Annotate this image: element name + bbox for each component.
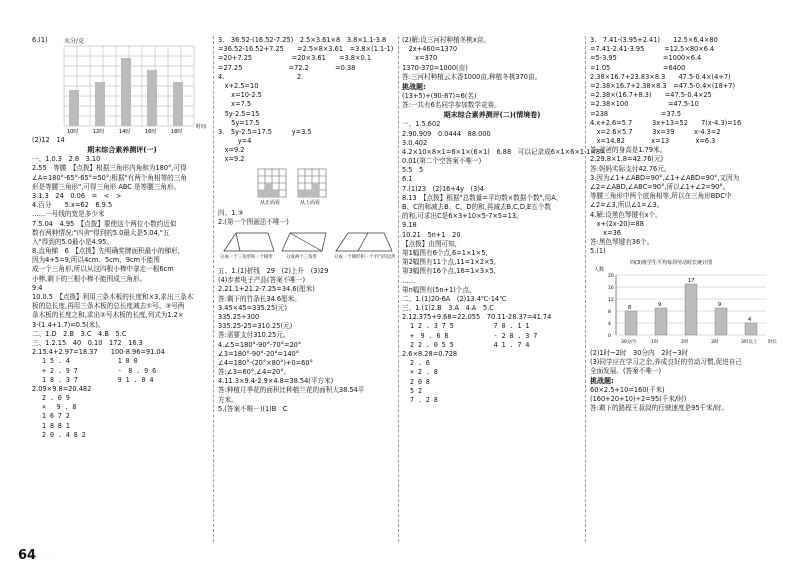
text-line: x=7.5 [218, 100, 252, 109]
bar-chart-labor [590, 257, 786, 349]
text-line: 数有两种情况:"四舍"得到的5.0最大是5.04,"五 [32, 228, 170, 237]
text-line: 五、1.(1)折线 29 (2)上升 (3)29 [218, 267, 329, 275]
text-line: ∠4=180°-(20°×80°)+0=60° [218, 358, 313, 367]
x-tick-label: 1时 [651, 339, 659, 345]
text-line: 答:黑色琴键有36个。 [590, 238, 654, 247]
col3-tail-line: 2.6×8.28=0.728 [402, 350, 458, 358]
text-line: y=4 [218, 137, 252, 146]
text-line: 答:剩下的路程王叔叔的行驶速度是95千米/时。 [590, 404, 729, 413]
text-line: 第n幅图有(5n+1)个点。 [402, 285, 476, 294]
text-line: 8.13 【点拨】根据"总数量=平均数×数据个数",用A、 [402, 193, 563, 202]
col1-pre-lines [32, 136, 212, 145]
text-line: =5-3.95 =1000×6.4 [590, 54, 702, 63]
y-tick-label: 4 [608, 321, 611, 327]
text-line: x=370 [402, 54, 438, 63]
bar-value-label: 17 [688, 277, 695, 284]
col1-calcs [32, 357, 212, 385]
text-line: ∠2=∠ABD,∠ABC=90°,所以∠1+∠2=90°。 [590, 183, 730, 191]
text-line: 1 2 . 3 7 5 [410, 322, 454, 331]
text-line: 335.25÷300 [218, 312, 260, 321]
text-line: 第2幅图有11个点,11=1×2×5, [402, 258, 496, 267]
text-line: 三、1.2.15 40 0.10 172 16.3 [32, 338, 143, 347]
grid-label-front: 从正面看 [260, 199, 281, 206]
text-line: 挑战题: [402, 82, 426, 91]
text-line: 一、1.5.602 [402, 120, 441, 129]
text-line: ∠2=∠3,所以∠1=∠3。 [590, 201, 664, 210]
text-line: 【点拨】由图可知, [402, 239, 457, 248]
text-line: 2.38×16.7+23.83×8.3 47.5-0.4×(4+7) [590, 72, 731, 81]
text-line: =7.41-2.41-3.95 =12.5×80×6.4 [590, 45, 715, 54]
text-line: 9.4 [32, 283, 43, 292]
x-tick-label: 14时 [119, 129, 131, 135]
x-tick-label: 2时 [681, 339, 689, 345]
text-line: 条木板的长度之和,求出②号木板的长度,列式为1.2× [32, 311, 184, 320]
text-line: 3.45×45=335.25(元) [218, 303, 287, 312]
bar-value-label: 4 [748, 316, 752, 323]
text-line: …… [402, 276, 416, 285]
y-axis-label: 人数 [594, 266, 605, 273]
text-line: 1 8 . 3 7 [42, 375, 78, 384]
column-divider-3 [585, 36, 586, 542]
text-line: (3)同学应在学习之余,养成良好的劳动习惯,促进自己 [590, 357, 742, 366]
chart1-ylabel: 水分/克 [64, 38, 85, 45]
col3-calcs [402, 322, 582, 350]
text-line: 挑战题: [590, 377, 614, 386]
text-line: =1.05 =6400 [590, 63, 686, 72]
text-line: 答:∠3=60°,∠4=20°。 [218, 368, 291, 377]
text-line: 小棒,剩下的三根小棒不能围成三角形。 [32, 274, 147, 283]
text-line: - 2 8 . 3 7 [493, 331, 538, 340]
text-line: =27.25 =72.2 =0.38 [218, 63, 356, 72]
shape-label-3: 分成一个梯形和一个平行四边形 [334, 255, 396, 260]
footer-dots: · · · [36, 553, 53, 561]
column-divider-2 [398, 36, 399, 542]
text-line: 4.11.3×9.4-2.9×4.8=38.54(平方米) [218, 377, 334, 386]
bar-2 [685, 284, 697, 335]
text-line: 3-(1.4+1.7)=0.5(米)。 [32, 320, 105, 329]
shape-label-1: 分成一个三角形和一个梯形 [220, 255, 273, 260]
x-tick-label: 3时以上 [741, 339, 758, 345]
text-line: 2.21.1+21.2-7.25=34.6(厘米) [218, 285, 315, 294]
text-line: 1 6 7 2 [42, 412, 70, 421]
text-line: 第1幅图有6个点,6=1×1×5, [402, 248, 488, 257]
text-line: x+(2x-20)=88 [590, 219, 644, 228]
text-line: 10.21 5n+1 20 [402, 230, 461, 239]
shape-divisions [218, 227, 396, 267]
text-line: (160+20+10)÷2=95(千米/时) [590, 395, 687, 404]
text-line: 答:需要支付310.25元。 [218, 331, 290, 340]
text-line: 3. 7.41-(3.95+2.41) 12.5×6.4×80 [590, 36, 718, 44]
column-2 [218, 36, 396, 414]
text-line: 5.5 5 [402, 166, 424, 175]
text-line: 二、1.(1)20-6A (2)13.4℃-14℃ [402, 294, 507, 303]
bar-1 [95, 82, 105, 126]
text-line: - 8 . 9 6 [117, 366, 157, 375]
y-tick-label: 16 [608, 285, 614, 291]
text-line: 4.∠5=180°-90°-70°=20° [218, 340, 302, 349]
text-line: (4)步着电子产品(答案不唯一) [218, 276, 306, 285]
text-line: 335.25-25=310.25(元) [218, 322, 293, 331]
text-line: 因为4+5=9,所以4cm、5cm、9cm不能围 [32, 256, 160, 265]
grid-views [218, 165, 396, 209]
text-line: =2.38×16.7+2.38×8.3 =47.5-0.4×(18+7) [590, 81, 736, 90]
text-line: 4.2×10×8×1=6×1×(6×1) 6.88 可以记录成6×1×6×1·1×8× [402, 147, 606, 156]
bar-value-label: 8 [628, 304, 632, 311]
bar-3 [147, 70, 157, 126]
y-tick-label: 0 [608, 333, 611, 339]
text-line: x=9.2 [218, 155, 245, 164]
text-line: x=10-2.5 [218, 91, 262, 100]
col4-lines-b [590, 349, 786, 414]
text-line: 4. 2. [218, 72, 304, 81]
text-line: 形是等腰三角形",可得三角形 ABC 是等腰三角形。 [32, 182, 181, 191]
text-line: 1 5 . 4 [42, 357, 70, 366]
x-axis-label: 时长 [768, 339, 777, 345]
text-line: =20+7.25 =20×3.61 =3.8×0.1 [218, 54, 372, 63]
col2-lines-a [218, 36, 396, 165]
text-line: × 2 . 8 [410, 368, 438, 377]
text-line: x=14.82 x=13 x=6.3 [590, 137, 716, 146]
text-line: 2.15.4+2.97=18.37 100-8.96=91.04 [32, 348, 165, 357]
bar-3 [715, 308, 727, 335]
bar-0 [69, 90, 79, 126]
text-line: 4.百分 5.x=62 6.9.5 [32, 201, 113, 210]
text-line: =2.38×100 =47.5-10 [590, 100, 699, 109]
column-4 [590, 36, 786, 414]
text-line: + 2 . 9 7 [42, 366, 78, 375]
bar-value-label: 9 [658, 301, 662, 308]
text-line: ∠3=180°-90°-20°=140° [218, 349, 300, 358]
text-line: 全面发展。(答案不唯一) [590, 366, 662, 375]
column-divider-1 [213, 36, 214, 542]
text-line: 答:三河村种植云木香1000亩,种植冬桃370亩。 [402, 72, 542, 81]
text-line: x+2.5=10 [218, 81, 259, 90]
text-line: 2x+460=1370 [402, 45, 458, 54]
text-line: 2.90.909 0.0444 88.000 [402, 129, 491, 138]
text-line: 三、1.(1)2.B 3.A 4.A 5.C [402, 304, 494, 313]
shape-label-2: 分成两个三角形 [286, 255, 317, 260]
vertical-calc-4 [410, 322, 454, 350]
col4-lines-a [590, 36, 786, 257]
text-line: 7.5.04 4.95 【点拨】要使这个两位小数约近似 [32, 219, 177, 228]
text-line: 2 0 8 [410, 377, 430, 386]
text-line: 2 . 0 9 [42, 394, 70, 403]
page-number: 64 [18, 548, 37, 563]
x-tick-label: 18时 [171, 129, 183, 135]
text-line: 答:一共有6名同学参加数学竞赛。 [402, 101, 501, 110]
text-line: 2 2 . 0 5 5 [410, 340, 454, 349]
shapes-svg [218, 227, 396, 267]
text-line: 板的总长度,再用三条木板的总长度减去①号、③号两 [32, 302, 185, 311]
text-line: + 9 . 6 8 [410, 331, 449, 340]
text-line: 1370-370=1000(亩) [402, 63, 468, 72]
text-line: x=36 [590, 228, 622, 237]
text-line: 2.55 等腰 【点拨】根据三角形内角和为180°,可得 [32, 164, 187, 173]
text-line: 1 0 0 [117, 357, 138, 366]
column-1 [32, 36, 212, 440]
text-line: =36.52-16.52+7.25 =2.5×8×3.61 =3.8×(1.1-1) [218, 45, 394, 54]
y-tick-label: 8 [608, 309, 611, 315]
text-line: 2.12.375+9.68=22.055 70.11-28.37=41.74 [402, 313, 552, 322]
vertical-calc-6 [402, 359, 582, 405]
text-line: 9 1 . 0 4 [117, 375, 154, 384]
col1-lines [32, 155, 212, 357]
text-line: 二、1.D 2.B 3.C 4.B 5.C [32, 329, 127, 338]
text-line: 入"得到的5.0最小是4.95。 [32, 237, 113, 246]
text-line: 3.1.3 24 0.06 = < > [32, 191, 122, 200]
text-line: 5 2 [410, 386, 422, 395]
text-line: 4.解:设黑色琴键有x个。 [590, 210, 662, 219]
text-line: ……一号线的宽是多少米 [32, 210, 105, 219]
bar-1 [655, 308, 667, 335]
text-line: 答:妈妈实际支付42.76元。 [590, 164, 671, 173]
text-line: 6.1 [402, 175, 413, 184]
text-line: 答:种植月季花的面积比种植兰花的面积大38.54平 [218, 386, 365, 395]
bar-value-label: 9 [718, 301, 722, 308]
text-line: 9.18 [402, 221, 417, 230]
x-tick-label: 3时 [711, 339, 719, 345]
y-tick-label: 12 [608, 297, 614, 303]
section-title-exam1: 期末综合素养测评(一) [87, 146, 157, 155]
text-line: B、C的和减去B、C、D的和,再减去B,C,D,E五个数 [402, 203, 551, 211]
text-line: 的和,可求出C是6×3+10×5-7×5=13。 [402, 212, 523, 221]
text-line: 7 0 . 1 1 [493, 322, 530, 331]
x-tick-label: 16时 [145, 129, 157, 135]
text-line: 2 0 . 4 8 2 [42, 430, 86, 439]
text-line: 方米。 [218, 395, 238, 404]
bar-4 [173, 82, 183, 126]
text-line: (13+5)+(90-87)=6(名) [402, 91, 477, 100]
grid-label-top: 从上面看 [300, 199, 321, 206]
text-line: 2.29.8×1.8=42.76(元) [590, 155, 664, 164]
bar-4 [745, 323, 757, 335]
vertical-calc-2 [118, 357, 156, 385]
bar-2 [121, 58, 131, 126]
vertical-calc-3 [32, 394, 212, 440]
x-tick-label: 12时 [93, 129, 105, 135]
text-line: 2 . 6 [410, 359, 430, 368]
text-line: 5y=17.5 [218, 118, 260, 127]
vertical-calc-1 [42, 357, 78, 385]
text-line: (2)解:设三河村种植冬桃x亩。 [402, 36, 490, 44]
text-line: 成一个三角形,所以从这四根小棒中拿走一根6cm [32, 265, 174, 274]
bar-0 [625, 311, 637, 335]
text-line: 1 8 8 1 [42, 421, 70, 430]
text-line: 3.因为∠1+∠ABD=90°,∠1+∠ABD=90°,又因为 [590, 173, 740, 182]
text-line: 5y-2.5=15 [218, 109, 260, 118]
x-tick-label: 10时 [67, 129, 79, 135]
text-line: ∠A=180°-65°-65°=50°;根据"有两个角相等的三角 [32, 173, 187, 182]
vertical-calc-5 [494, 322, 538, 350]
text-line: 3. 5y-2.5=17.5 y=3.5 [218, 127, 312, 136]
text-line: 一、1.0.3 2.8 3.10 [32, 155, 101, 164]
text-line: 答:剩下的竹条长34.6厘米。 [218, 294, 301, 303]
text-line: 5.(答案不唯一)(1)B C [218, 404, 288, 413]
text-line: 0.01(第二个空答案不唯一) [402, 157, 482, 166]
text-line: 8.直角梯 6 【点拨】先明确奖牌面积最小的梯形, [32, 247, 180, 256]
x-axis-label: 时间 [196, 124, 207, 130]
text-line: 7 . 2 8 [410, 395, 438, 404]
text-line: 4.x+2.6=5.7 3x+13=52 7(x-4.3)=16 [590, 118, 742, 127]
x-tick-label: 30分内 [621, 339, 636, 345]
text-line: 第3幅图有16个点,16=1×3×5, [402, 267, 496, 276]
section-4-label: 四、1.③ [218, 208, 244, 217]
chart2-svg [590, 257, 786, 349]
text-line: 2.(第一个图画法不唯一) [218, 217, 289, 226]
chart1-svg [32, 36, 212, 136]
text-line: 等腰三角形中两个底角相等,所以在三角形BDC中 [590, 192, 732, 201]
text-line: (2)1时~2时 30分内 2时~3时 [590, 348, 689, 357]
text-line: × 9 . 8 [42, 403, 77, 412]
bar-chart-water: 6.(1) 水分/克 10时 12时 14时 16时 18时 时间 [32, 36, 212, 136]
text-line: 60×2.5+10=160(千米) [590, 386, 665, 395]
text-line: =2.38×(16.7+8.3) =47.5-0.4×25 [590, 91, 712, 100]
text-line: x=9.2 [218, 146, 245, 155]
text-line: 7.(1)23 (2)16+4y (3)4 [402, 184, 485, 193]
text-line: =238 =37.5 [590, 109, 682, 118]
text-line: 3. 36.52-(16.52-7.25) 2.5×3.61×8 3.8×1.1-3.8 [218, 36, 387, 44]
text-line: 5.(1) [590, 247, 606, 256]
chart-title: 四(3)班学生平均每周劳动时长统计图 [630, 259, 713, 266]
text-line: 答:爸爸的身高是1.79米。 [590, 146, 667, 155]
y-tick-label: 20 [608, 273, 614, 279]
text-line: x=2.6×5.7 3x=39 x-4.3=2 [590, 127, 721, 136]
text-line: 3.0.402 [402, 138, 428, 147]
text-line: 期末综合素养测评(二)(情境卷) [443, 111, 541, 120]
col2-lines-c [218, 267, 396, 414]
col1-tail-line: 2.09×9.8=20.482 [32, 384, 92, 393]
text-line: 4 1 . 7 4 [493, 340, 530, 349]
text-line: 10.0.5 【点拨】利用三条木板的长度和×3,求出三条木 [32, 293, 194, 301]
text-line: (2)12 14 [32, 136, 65, 144]
col2-lines-b [218, 218, 396, 227]
